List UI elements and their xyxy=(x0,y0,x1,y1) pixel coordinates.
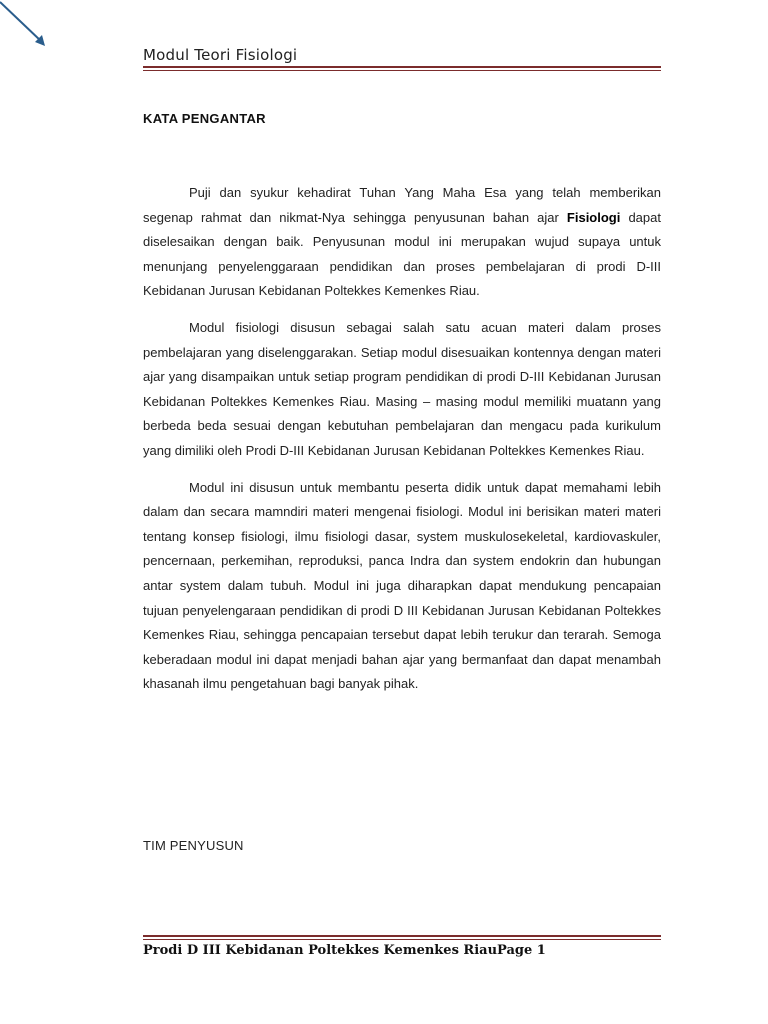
paragraph-3: Modul ini disusun untuk membantu peserta didik untuk dapat memahami lebih dalam dan secara mamndiri materi mengenai fisiologi. Modul ini berisikan materi materi tentang konsep fisiologi, ilmu fisiologi dasar, system muskulosekeletal, kardiovaskuler, pencernaan, perkemihan, reproduksi, panca Indra dan system endokrin dan hubungan antar system dalam tubuh. Modul ini juga diharapkan dapat mendukung pencapaian tujuan penyelengaraan pendidikan di prodi D III Kebidanan Jurusan Kebidanan Poltekkes Kemenkes Riau, sehingga pencapaian tersebut dapat lebih terukur dan terarah. Semoga keberadaan modul ini dapat menjadi bahan ajar yang bermanfaat dan dapat menambah khasanah ilmu pengetahuan bagi banyak pihak. xyxy=(143,479,661,692)
paragraph-2: Modul fisiologi disusun sebagai salah satu acuan materi dalam proses pembelajaran yang diselenggarakan. Setiap modul disesuaikan kontennya dengan materi ajar yang disampaikan untuk setiap program pendidikan di prodi D-III Kebidanan Jurusan Kebidanan Poltekkes Kemenkes Riau. Masing – masing modul memiliki muatann yang berbeda beda sesuai dengan kebutuhan pembelajaran dan mengacu pada kurikulum yang dimiliki oleh Prodi D-III Kebidanan Jurusan Kebidanan Poltekkes Kemenkes Riau. xyxy=(143,319,661,458)
paragraph-1 xyxy=(143,181,661,304)
bold-term: Fisiologi xyxy=(566,209,621,225)
footer-rule xyxy=(143,935,661,940)
page-footer: Prodi D III Kebidanan Poltekkes Kemenkes RiauPage 1 xyxy=(143,943,546,958)
signature: TIM PENYUSUN xyxy=(143,838,244,853)
body-text xyxy=(143,181,661,709)
header-rule xyxy=(143,66,661,71)
paragraph-1-end: dapat diselesaikan dengan baik. Penyusunan modul ini merupakan wujud supaya untuk menunjang penyelenggaraan pendidikan dan proses pembelajaran di prodi D-III Kebidanan Jurusan Kebidanan Poltekkes Kemenkes Riau. xyxy=(143,209,661,299)
diagonal-arrow-icon xyxy=(0,0,50,50)
section-heading: KATA PENGANTAR xyxy=(143,111,266,126)
paragraph-1-start: Puji dan syukur kehadirat Tuhan Yang Maha Esa yang telah memberikan segenap rahmat dan nikmat-Nya sehingga penyusunan bahan ajar xyxy=(143,185,661,225)
page-header-title: Modul Teori Fisiologi xyxy=(143,46,298,64)
